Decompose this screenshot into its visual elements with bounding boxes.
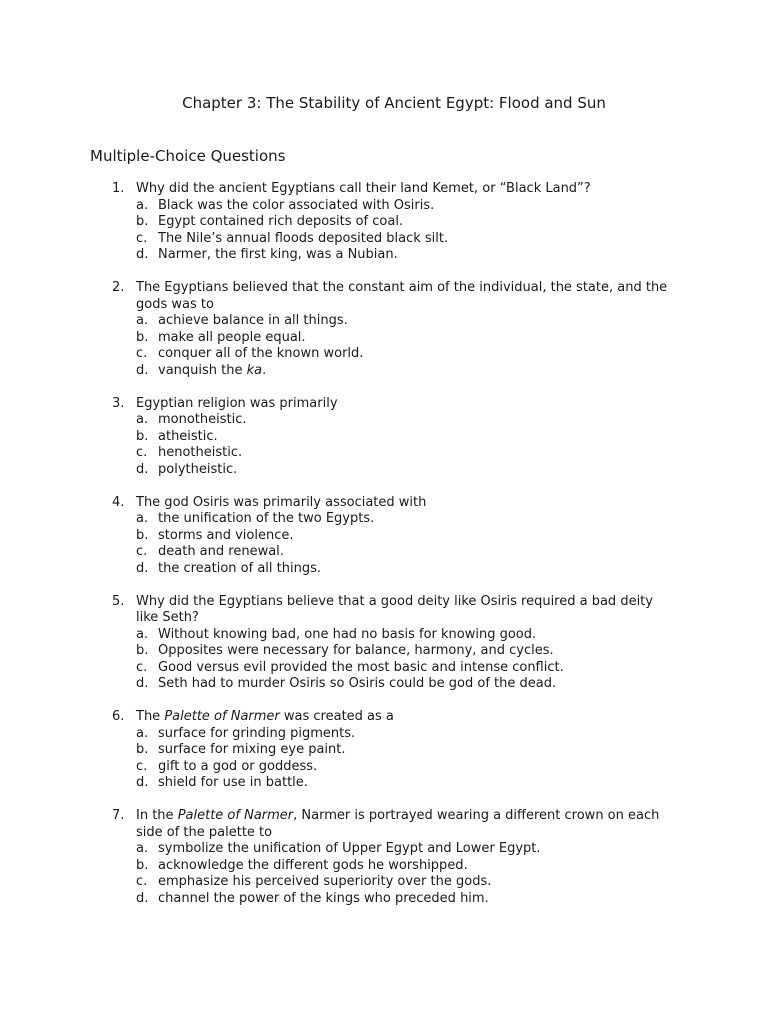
option-letter: c. [136, 544, 148, 559]
option-text: Egypt contained rich deposits of coal. [158, 214, 404, 229]
option-letter: c. [136, 659, 148, 675]
option-text: Opposites were necessary for balance, harmony, and cycles. [158, 643, 554, 658]
option-text: monotheistic. [158, 412, 247, 427]
option-text-post: . [262, 362, 267, 378]
option-c [0, 759, 768, 776]
option-c [0, 445, 768, 462]
option-letter: c. [136, 346, 148, 361]
question-3 [0, 396, 768, 479]
question-stem [136, 709, 676, 726]
option-letter: a. [136, 841, 149, 856]
option-list [0, 627, 768, 693]
option-list [0, 726, 768, 792]
option-text: polytheistic. [158, 461, 238, 477]
question-stem-italic: Palette of Narmer [164, 709, 280, 724]
question-number: 4. [112, 494, 125, 510]
option-c [0, 544, 768, 561]
option-text: emphasize his perceived superiority over the gods. [158, 874, 492, 889]
option-letter: b. [136, 527, 149, 543]
option-letter: b. [136, 742, 149, 757]
option-letter: a. [136, 412, 149, 427]
option-letter: d. [136, 362, 149, 378]
question-stem-pre: The [136, 709, 165, 724]
option-letter: b. [136, 214, 149, 229]
option-letter: b. [136, 643, 149, 658]
option-text: surface for mixing eye paint. [158, 742, 346, 757]
option-text-italic: ka [246, 362, 263, 378]
option-text: symbolize the unification of Upper Egypt and Lower Egypt. [158, 841, 541, 856]
question-stem: Why did the ancient Egyptians call their land Kemet, or “Black Land”? [136, 181, 591, 196]
option-letter: b. [136, 428, 149, 444]
option-text: achieve balance in all things. [158, 313, 348, 328]
option-text: Black was the color associated with Osiris. [158, 197, 435, 213]
option-list [0, 841, 768, 907]
option-letter: d. [136, 775, 149, 790]
option-letter: c. [136, 874, 148, 889]
option-list [0, 198, 768, 264]
option-list [0, 313, 768, 379]
option-letter: a. [136, 725, 149, 741]
option-letter: c. [136, 230, 148, 246]
option-c [0, 231, 768, 248]
question-number: 3. [112, 395, 125, 411]
option-text: henotheistic. [158, 445, 243, 460]
option-text: channel the power of the kings who preceded him. [158, 890, 489, 906]
option-a [0, 198, 768, 215]
option-letter: c. [136, 758, 148, 774]
option-d [0, 775, 768, 792]
question-7 [0, 808, 768, 907]
question-1 [0, 181, 768, 264]
option-text-pre: vanquish the [158, 362, 247, 378]
option-letter: c. [136, 445, 148, 460]
option-letter: b. [136, 329, 149, 345]
question-6 [0, 709, 768, 792]
question-stem-post: , Narmer is portrayed wearing a different crown on each side of the palette to [136, 808, 660, 840]
option-list [0, 511, 768, 577]
option-letter: a. [136, 511, 149, 526]
option-letter: d. [136, 247, 149, 262]
option-text: conquer all of the known world. [158, 346, 364, 361]
document-title: Chapter 3: The Stability of Ancient Egypt: Flood and Sun [182, 94, 606, 112]
question-stem: The god Osiris was primarily associated with [136, 494, 427, 510]
option-text: storms and violence. [158, 527, 294, 543]
question-list [0, 181, 768, 924]
question-5 [0, 594, 768, 693]
question-stem-post: was created as a [279, 709, 394, 724]
option-text: the creation of all things. [158, 560, 322, 576]
option-a [0, 313, 768, 330]
option-a [0, 726, 768, 743]
option-text: Seth had to murder Osiris so Osiris could be god of the dead. [158, 676, 557, 691]
option-b [0, 742, 768, 759]
option-b [0, 214, 768, 231]
option-text: death and renewal. [158, 544, 284, 559]
option-d [0, 891, 768, 908]
question-stem-italic: Palette of Narmer [177, 808, 294, 823]
question-stem: Why did the Egyptians believe that a good deity like Osiris required a bad deity like Seth? [136, 593, 653, 625]
question-stem [136, 808, 676, 841]
option-text: make all people equal. [158, 329, 306, 345]
option-text: gift to a god or goddess. [158, 758, 318, 774]
question-number: 6. [112, 709, 125, 724]
option-a [0, 511, 768, 528]
option-text: atheistic. [158, 428, 218, 444]
option-b [0, 429, 768, 446]
question-number: 1. [112, 181, 125, 196]
section-heading: Multiple-Choice Questions [90, 147, 286, 165]
option-c [0, 874, 768, 891]
option-a [0, 841, 768, 858]
option-list [0, 412, 768, 478]
option-text: acknowledge the different gods he worshipped. [158, 857, 468, 873]
option-d [0, 363, 768, 380]
option-c [0, 346, 768, 363]
option-d [0, 247, 768, 264]
option-letter: d. [136, 676, 149, 691]
option-text: surface for grinding pigments. [158, 725, 356, 741]
option-text: shield for use in battle. [158, 775, 308, 790]
option-text: Good versus evil provided the most basic and intense conflict. [158, 659, 564, 675]
option-letter: a. [136, 626, 149, 642]
question-2 [0, 280, 768, 379]
option-a [0, 412, 768, 429]
option-text: The Nile’s annual floods deposited black silt. [158, 230, 449, 246]
question-number: 2. [112, 280, 125, 295]
option-letter: a. [136, 197, 149, 213]
question-number: 5. [112, 593, 125, 609]
option-b [0, 643, 768, 660]
option-text [158, 363, 768, 380]
option-a [0, 627, 768, 644]
question-4 [0, 495, 768, 578]
question-stem-pre: In the [136, 808, 178, 823]
option-letter: d. [136, 890, 149, 906]
option-letter: d. [136, 461, 149, 477]
option-d [0, 561, 768, 578]
option-d [0, 462, 768, 479]
option-b [0, 330, 768, 347]
option-letter: b. [136, 857, 149, 873]
option-text: Without knowing bad, one had no basis for knowing good. [158, 626, 537, 642]
question-number: 7. [112, 808, 125, 823]
question-stem: Egyptian religion was primarily [136, 395, 338, 411]
option-text: Narmer, the first king, was a Nubian. [158, 247, 398, 262]
question-stem: The Egyptians believed that the constant aim of the individual, the state, and the gods was to [136, 280, 668, 312]
option-letter: d. [136, 560, 149, 576]
option-c [0, 660, 768, 677]
option-b [0, 858, 768, 875]
option-letter: a. [136, 313, 149, 328]
option-b [0, 528, 768, 545]
option-d [0, 676, 768, 693]
option-text: the unification of the two Egypts. [158, 511, 375, 526]
